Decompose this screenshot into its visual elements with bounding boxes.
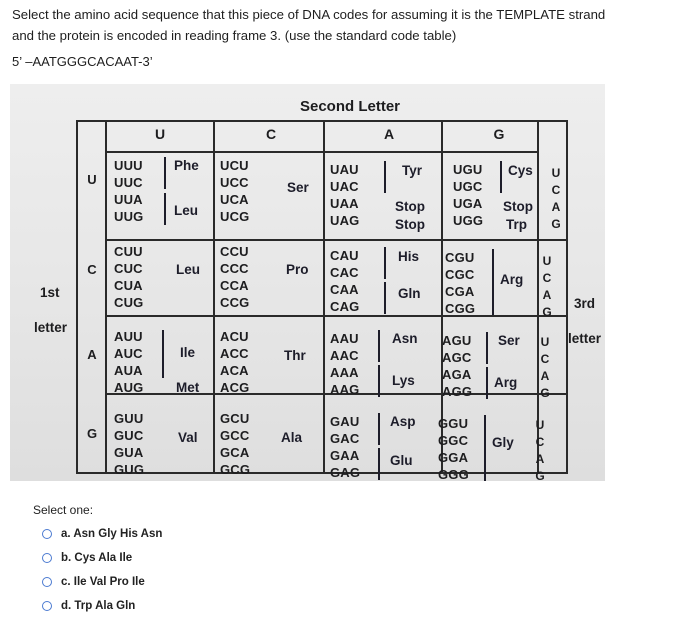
codon: UCC <box>220 175 249 190</box>
codon: CGG <box>445 301 476 316</box>
first-letter-label: 1st <box>40 285 60 300</box>
amino-acid-pro: Pro <box>286 262 309 277</box>
codon: AUU <box>114 329 143 344</box>
codon: CGC <box>445 267 475 282</box>
first-letter-label-2: letter <box>34 320 68 335</box>
amino-acid-ser: Ser <box>287 180 309 195</box>
codon: UGU <box>453 162 483 177</box>
grid-divider <box>105 122 107 472</box>
option-a[interactable] <box>42 528 162 540</box>
amino-acid-asp: Asp <box>390 414 416 429</box>
option-label: b. Cys Ala Ile <box>61 552 133 564</box>
bracket <box>486 367 488 399</box>
amino-acid-ala: Ala <box>281 430 303 445</box>
codon: GGA <box>438 450 469 465</box>
codon: UCA <box>220 192 249 207</box>
codon: ACA <box>220 363 249 378</box>
codon: GGU <box>438 416 469 431</box>
codon: GGC <box>438 433 469 448</box>
amino-acid-gly: Gly <box>492 435 514 450</box>
codon: GUC <box>114 428 144 443</box>
amino-acid-val: Val <box>178 430 198 445</box>
codon: UCG <box>220 209 250 224</box>
grid-divider <box>323 122 325 472</box>
codon: UUA <box>114 192 143 207</box>
codon-block-cg <box>445 249 475 317</box>
amino-acid-his: His <box>398 249 420 264</box>
amino-acid-tyr: Tyr <box>402 163 423 178</box>
amino-acid-phe: Phe <box>174 158 199 173</box>
bracket <box>384 161 386 193</box>
bracket <box>378 448 380 480</box>
option-label: a. Asn Gly His Asn <box>61 528 163 540</box>
bracket <box>378 413 380 445</box>
codon: GAC <box>330 431 360 446</box>
codon-block-aa <box>330 330 360 398</box>
codon-block-cu <box>114 243 144 311</box>
column-header-a: A <box>383 126 395 142</box>
third-letter: C <box>535 435 545 449</box>
codon: ACC <box>220 346 249 361</box>
codon-block-ua <box>330 161 360 229</box>
codon: GCG <box>220 462 251 477</box>
column-header-c: C <box>265 126 277 142</box>
amino-acid-arg: Arg <box>494 375 518 390</box>
codon: AAA <box>330 365 359 380</box>
codon: GAG <box>330 465 361 480</box>
codon-block-uc <box>220 157 250 225</box>
third-letter-column <box>549 165 563 233</box>
codon-block-gg <box>438 415 469 483</box>
option-b[interactable] <box>42 552 132 564</box>
amino-acid-thr: Thr <box>284 348 306 363</box>
amino-acid-ile: Ile <box>180 345 196 360</box>
codon: AGG <box>442 384 473 399</box>
codon: AAU <box>330 331 359 346</box>
bracket <box>384 247 386 279</box>
codon: UAU <box>330 162 359 177</box>
third-letter: U <box>542 254 552 268</box>
third-letter: G <box>540 386 550 400</box>
amino-acid-stop: Stop <box>503 199 533 214</box>
codon: GCU <box>220 411 250 426</box>
codon: AGC <box>442 350 472 365</box>
codon: CCG <box>220 295 250 310</box>
codon: CGU <box>445 250 475 265</box>
codon: GCC <box>220 428 250 443</box>
codon: CUG <box>114 295 144 310</box>
third-letter: G <box>535 469 545 483</box>
third-letter-column <box>538 334 552 402</box>
select-one-label: Select one: <box>33 503 94 517</box>
codon: UAA <box>330 196 359 211</box>
codon: UAG <box>330 213 360 228</box>
third-letter: U <box>551 166 561 180</box>
radio-button[interactable] <box>42 529 52 539</box>
codon: CUU <box>114 244 143 259</box>
codon: UGA <box>453 196 483 211</box>
radio-button[interactable] <box>42 553 52 563</box>
dna-sequence: 5’ –AATGGGCACAAT-3’ <box>12 54 153 69</box>
third-letter: C <box>540 352 550 366</box>
amino-acid-leu: Leu <box>176 262 201 277</box>
codon: UGC <box>453 179 483 194</box>
third-letter: A <box>540 369 550 383</box>
third-letter: G <box>542 305 552 319</box>
option-label: c. Ile Val Pro Ile <box>61 576 145 588</box>
third-letter-label: 3rd <box>574 296 596 311</box>
row-header-u: U <box>87 172 97 187</box>
radio-button[interactable] <box>42 577 52 587</box>
amino-acid-glu: Glu <box>390 453 413 468</box>
row-header-g: G <box>86 426 98 441</box>
codon: GAA <box>330 448 360 463</box>
amino-acid-lys: Lys <box>392 373 415 388</box>
grid-divider <box>213 122 215 472</box>
codon: UUU <box>114 158 143 173</box>
amino-acid-asn: Asn <box>392 331 418 346</box>
codon-block-ug <box>453 161 483 229</box>
bracket <box>484 415 486 481</box>
codon: UUG <box>114 209 144 224</box>
third-letter: A <box>535 452 545 466</box>
third-letter: C <box>551 183 561 197</box>
third-letter: A <box>551 200 561 214</box>
codon-block-cc <box>220 243 250 311</box>
grid-divider <box>107 239 566 241</box>
bracket <box>164 193 166 225</box>
option-d[interactable] <box>42 600 135 612</box>
amino-acid-gln: Gln <box>398 286 421 301</box>
option-label: d. Trp Ala Gln <box>61 600 136 612</box>
third-letter: G <box>551 217 561 231</box>
amino-acid-arg: Arg <box>500 272 524 287</box>
third-letter-column <box>533 417 547 485</box>
codon: UUC <box>114 175 143 190</box>
codon: GAU <box>330 414 360 429</box>
codon: CCU <box>220 244 249 259</box>
bracket <box>162 330 164 378</box>
radio-button[interactable] <box>42 601 52 611</box>
row-header-c: C <box>87 262 97 277</box>
codon: GCA <box>220 445 250 460</box>
third-letter: C <box>542 271 552 285</box>
codon: CAG <box>330 299 360 314</box>
codon-grid <box>76 120 568 474</box>
column-header-g: G <box>493 126 505 142</box>
codon: ACU <box>220 329 249 344</box>
codon: UAC <box>330 179 359 194</box>
codon: AGU <box>442 333 472 348</box>
third-letter-column <box>540 253 554 321</box>
codon: CUA <box>114 278 143 293</box>
question-text <box>12 4 692 72</box>
grid-divider <box>107 315 566 317</box>
codon: CAC <box>330 265 359 280</box>
codon-block-ca <box>330 247 360 315</box>
bracket <box>384 282 386 314</box>
codon: GUA <box>114 445 144 460</box>
third-letter: A <box>542 288 552 302</box>
bracket <box>378 365 380 397</box>
codon: AUC <box>114 346 143 361</box>
codon-block-au <box>114 328 144 396</box>
codon-block-uu <box>114 157 144 225</box>
amino-acid-ser: Ser <box>498 333 520 348</box>
codon: AUA <box>114 363 143 378</box>
column-header-u: U <box>154 126 166 142</box>
third-letter: U <box>540 335 550 349</box>
codon-block-ag <box>442 332 472 400</box>
row-header-a: A <box>87 347 97 362</box>
question-line-2: and the protein is encoded in reading frame 3. (use the standard code table) <box>12 28 457 43</box>
codon: CAU <box>330 248 359 263</box>
codon: UCU <box>220 158 249 173</box>
codon: GUU <box>114 411 144 426</box>
third-letter: U <box>535 418 545 432</box>
codon: ACG <box>220 380 250 395</box>
bracket <box>486 332 488 364</box>
amino-acid-trp: Trp <box>506 217 528 232</box>
codon-block-gc <box>220 410 250 478</box>
amino-acid-stop: Stop <box>395 217 425 232</box>
amino-acid-stop: Stop <box>395 199 425 214</box>
amino-acid-leu: Leu <box>174 203 199 218</box>
amino-acid-met: Met <box>176 380 200 395</box>
codon: CAA <box>330 282 359 297</box>
question-line-1: Select the amino acid sequence that this piece of DNA codes for assuming it is the TEMPLATE strand <box>12 7 606 22</box>
option-c[interactable] <box>42 576 145 588</box>
codon: CCA <box>220 278 249 293</box>
codon: AAC <box>330 348 359 363</box>
bracket <box>164 157 166 189</box>
second-letter-title: Second Letter <box>299 98 401 115</box>
amino-acid-cys: Cys <box>508 163 533 178</box>
codon-block-gu <box>114 410 144 478</box>
codon: AAG <box>330 382 360 397</box>
codon: GUG <box>114 462 145 477</box>
codon-block-ac <box>220 328 250 396</box>
codon: CGA <box>445 284 475 299</box>
codon: UGG <box>453 213 484 228</box>
bracket <box>500 161 502 193</box>
third-letter-label-2: letter <box>568 331 602 346</box>
codon: CCC <box>220 261 249 276</box>
grid-divider <box>107 151 537 153</box>
codon-block-ga <box>330 413 360 481</box>
bracket <box>378 330 380 362</box>
codon: GGG <box>438 467 469 482</box>
bracket <box>492 249 494 315</box>
codon: AUG <box>114 380 144 395</box>
codon: CUC <box>114 261 143 276</box>
codon: AGA <box>442 367 472 382</box>
